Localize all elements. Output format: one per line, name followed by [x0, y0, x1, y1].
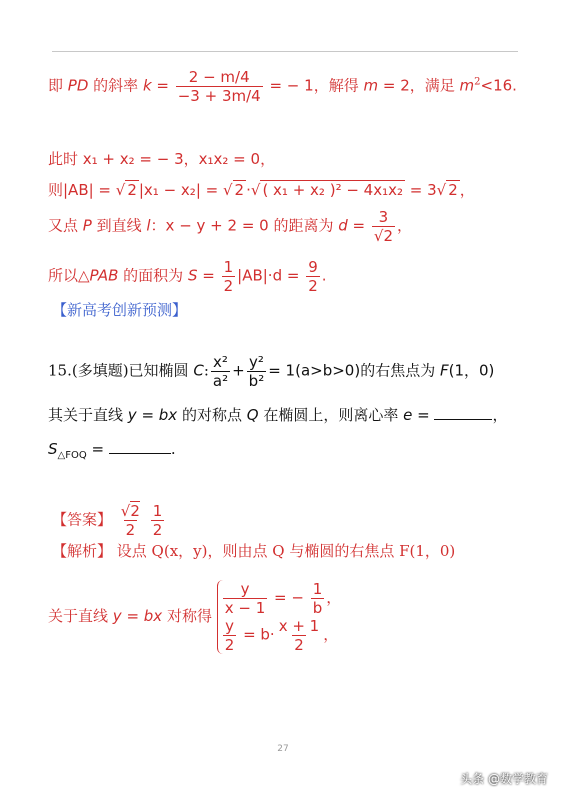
fraction-half: [222, 258, 236, 295]
answer-fraction-1: [119, 502, 142, 539]
answer-blank-eccentricity[interactable]: [434, 407, 492, 420]
fraction-denominator: 2: [152, 521, 163, 539]
fraction-numerator: 2 − m/4: [188, 68, 250, 86]
fraction-numerator: x²: [213, 353, 228, 371]
text: .: [321, 266, 327, 285]
text: |x₁ − x₂| =: [138, 181, 223, 199]
text: 关于直线: [48, 607, 113, 625]
fraction-denominator: 2: [125, 521, 136, 539]
radicand: 2: [130, 502, 140, 520]
var-y: y: [112, 607, 122, 625]
text: ·: [246, 181, 251, 199]
var-m: m: [459, 76, 475, 95]
radicand: 2: [234, 181, 245, 199]
solution-line-chord: [48, 181, 475, 199]
var-m: m: [363, 76, 379, 95]
sqrt: √ 2: [115, 181, 137, 199]
section-header: 【新高考创新预测】: [52, 301, 188, 319]
fraction-numerator: 1: [223, 258, 234, 276]
var-c: C: [193, 361, 204, 380]
text: +: [232, 361, 245, 380]
text: = −: [269, 588, 309, 607]
text: = 1(a>b>0)的右焦点为: [268, 361, 440, 380]
text: 在椭圆上，则离心率: [258, 406, 404, 424]
text: =: [347, 216, 370, 235]
fraction-area: [306, 258, 320, 295]
var-s: S: [187, 266, 198, 285]
fraction-y2-b2: [247, 353, 267, 390]
text: 到直线: [91, 216, 147, 235]
problem-statement-line2: [48, 406, 507, 424]
text: 所以△: [48, 266, 90, 285]
var-l: l: [146, 216, 151, 235]
problem-number: 15.(多填题)已知椭圆: [48, 361, 194, 380]
superscript: 2: [474, 76, 481, 88]
text: |AB|·d =: [237, 266, 305, 285]
analysis-line2: [48, 580, 341, 654]
text: 的对称点: [177, 406, 247, 424]
text: = b·: [238, 625, 275, 644]
problem-statement-line1: [48, 353, 494, 390]
fraction-numerator: 3: [378, 208, 389, 226]
equation-1: [221, 580, 342, 617]
text: ，: [323, 625, 339, 644]
text: 即: [48, 76, 68, 95]
solution-line-slope: 即 PD 的斜率 k = $\frac{2 - m/4}{-3 + 3m/4}$ = − 1，解得 m = 2，满足 $m^2<16$.: [48, 68, 517, 105]
fraction-distance: [372, 208, 395, 245]
var-k: k: [142, 76, 152, 95]
answer-line: [52, 502, 166, 539]
fraction-numerator: 9: [308, 258, 318, 276]
text: .: [170, 440, 176, 458]
text: :: [203, 361, 209, 380]
subscript: △FOQ: [57, 450, 87, 461]
var-s: S: [48, 440, 58, 458]
text: 其关于直线: [48, 406, 128, 424]
answer-blank-area[interactable]: [109, 441, 171, 454]
answer-fraction-2: [151, 502, 165, 539]
text: <16.: [480, 76, 517, 95]
var-pd: PD: [67, 76, 89, 95]
fraction-denominator: 2: [223, 277, 234, 295]
var-bx: bx: [143, 607, 163, 625]
solution-line-distance: [48, 208, 412, 245]
text: (1，0): [448, 361, 495, 380]
var-p: P: [82, 216, 92, 235]
text: =: [86, 440, 109, 458]
fraction-denominator: 2: [308, 277, 318, 295]
text: ，: [326, 588, 342, 607]
radicand: 2: [383, 227, 393, 245]
text: ，: [459, 181, 475, 199]
text: =: [136, 406, 159, 424]
var-bx: bx: [158, 406, 178, 424]
header-rule: [52, 51, 518, 52]
watermark: 头条 @数学教育: [460, 772, 548, 786]
text: 又点: [48, 216, 83, 235]
text: 的面积为: [118, 266, 188, 285]
fraction-denominator: −3 + 3m/4: [177, 87, 261, 105]
radicand: 2: [127, 181, 137, 199]
analysis-label: 【解析】: [52, 542, 113, 560]
var-d: d: [338, 216, 348, 235]
text: 则|AB| =: [48, 181, 116, 199]
fraction-denominator: √2: [373, 227, 393, 245]
text: =: [412, 406, 435, 424]
fraction-denominator: 2: [224, 636, 235, 654]
fraction-numerator: y: [225, 617, 234, 635]
sqrt: √ 2: [436, 181, 458, 199]
fraction-numerator: 1: [152, 502, 163, 520]
fraction-numerator: √2: [120, 502, 140, 520]
problem-statement-line3: [48, 440, 176, 465]
answer-label: 【答案】: [52, 510, 113, 529]
fraction-numerator: 1: [312, 580, 323, 598]
text: = − 1，解得: [264, 76, 364, 95]
fraction-denominator: 2: [294, 636, 304, 654]
analysis-line1: [52, 542, 455, 560]
fraction-denominator: b: [312, 599, 323, 617]
text: = 3: [405, 181, 437, 199]
text: 的斜率: [88, 76, 143, 95]
text: =: [121, 607, 144, 625]
radicand: ( x₁ + x₂ )² − 4x₁x₂: [262, 181, 404, 199]
var-e: e: [403, 406, 413, 424]
fraction-denominator: a²: [212, 372, 229, 390]
text: ：x − y + 2 = 0 的距离为: [150, 216, 339, 235]
var-f: F: [439, 361, 449, 380]
fraction-slope: [176, 68, 263, 105]
text: ，: [397, 216, 413, 235]
var-pab: PAB: [89, 266, 119, 285]
text: = 2，满足: [378, 76, 460, 95]
text: 设点 Q(x，y)，则由点 Q 与椭圆的右焦点 F(1，0): [112, 542, 456, 560]
equation-system: [217, 580, 342, 654]
page-number: 27: [277, 744, 289, 754]
radicand: 2: [448, 181, 458, 199]
sqrt: √ 2: [222, 181, 245, 199]
text: ，: [492, 406, 508, 424]
fraction-numerator: x + 1: [278, 617, 320, 635]
equation-2: [221, 617, 342, 654]
fraction-numerator: y²: [249, 353, 264, 371]
fraction-x2-a2: [211, 353, 230, 390]
text: 对称得: [162, 607, 212, 625]
text: =: [197, 266, 220, 285]
fraction-numerator: y: [240, 580, 250, 598]
solution-line-area: [48, 258, 327, 295]
fraction-denominator: b²: [248, 372, 265, 390]
var-y: y: [127, 406, 137, 424]
solution-line-roots: 此时 x₁ + x₂ = − 3，x₁x₂ = 0，: [48, 150, 276, 168]
var-q: Q: [246, 406, 259, 424]
fraction-denominator: x − 1: [224, 599, 266, 617]
sqrt: √ ( x₁ + x₂ )² − 4x₁x₂: [250, 181, 404, 199]
